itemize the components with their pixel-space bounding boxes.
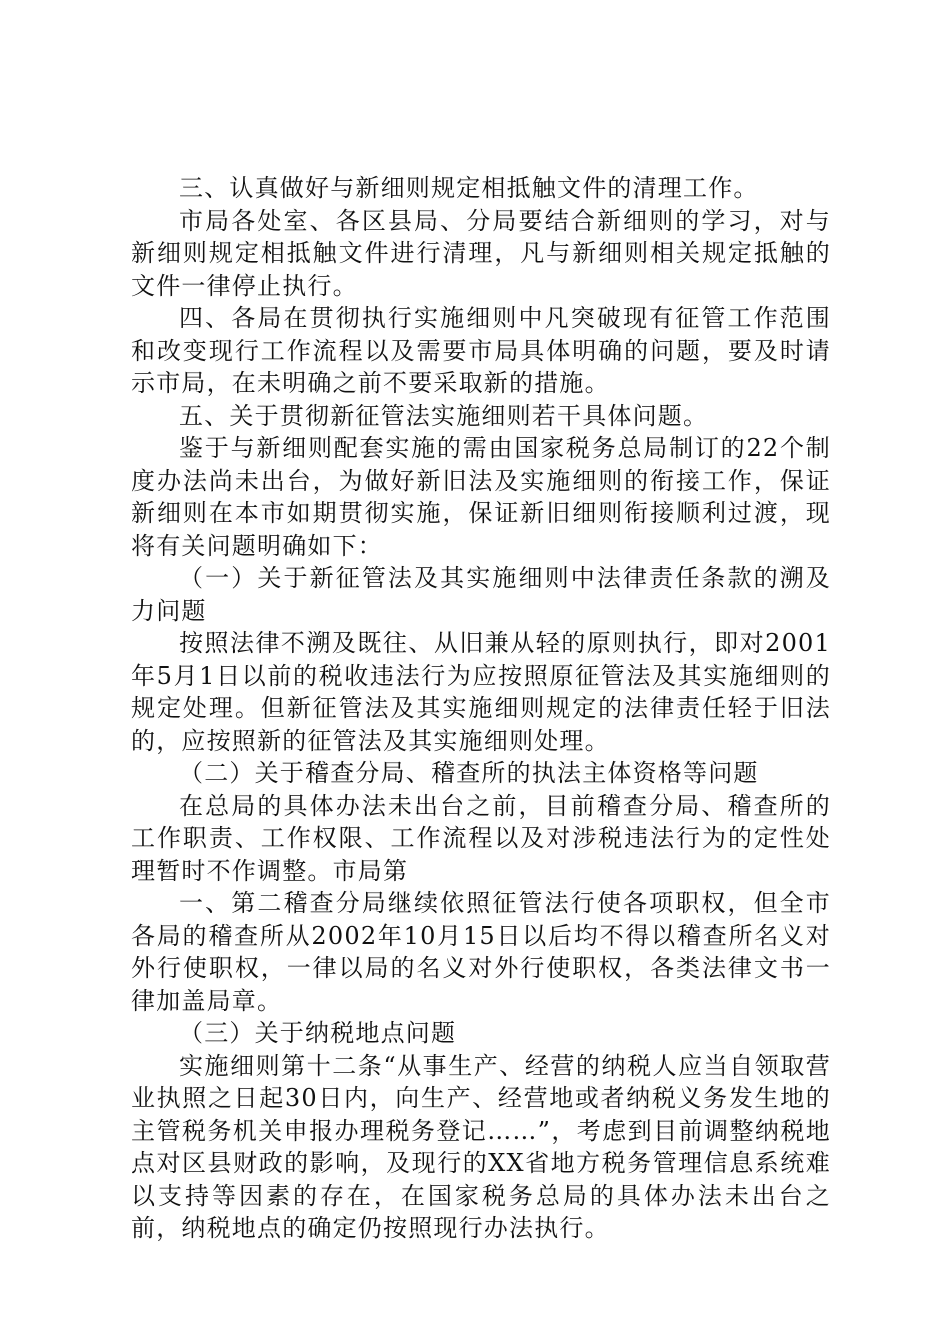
paragraph-subsection-three-heading: （三）关于纳税地点问题 xyxy=(179,1019,457,1047)
paragraph-subsection-two-heading: （二）关于稽查分局、稽查所的执法主体资格等问题 xyxy=(179,759,759,787)
paragraph-document-cleanup: 市局各处室、各区县局、分局要结合新细则的学习，对与新细则规定相抵触文件进行清理，凡与新细则相关规定抵触的文件一律停止执行。 xyxy=(131,206,831,300)
paragraph-inspection-duties: 在总局的具体办法未出台之前，目前稽查分局、稽查所的工作职责、工作权限、工作流程以及对涉税违法行为的定性处理暂时不作调整。市局第 xyxy=(131,791,831,885)
paragraph-section-five-heading: 五、关于贯彻新征管法实施细则若干具体问题。 xyxy=(179,401,709,430)
paragraph-inspection-authority: 一、第二稽查分局继续依照征管法行使各项职权，但全市各局的稽查所从2002年10月15日以后均不得以稽查所名义对外行使职权，一律以局的名义对外行使职权，各类法律文书一律加盖局章。 xyxy=(131,889,831,1015)
paragraph-subsection-one-heading: （一）关于新征管法及其实施细则中法律责任条款的溯及力问题 xyxy=(131,564,831,625)
paragraph-background: 鉴于与新细则配套实施的需由国家税务总局制订的22个制度办法尚未出台，为做好新旧法及实施细则的衔接工作，保证新细则在本市如期贯彻实施，保证新旧细则衔接顺利过渡，现将有关问题明确如下： xyxy=(131,434,831,560)
paragraph-section-three-heading: 三、认真做好与新细则规定相抵触文件的清理工作。 xyxy=(179,174,759,202)
paragraph-section-four: 四、各局在贯彻执行实施细则中凡突破现有征管工作范围和改变现行工作流程以及需要市局具体明确的问题，要及时请示市局，在未明确之前不要采取新的措施。 xyxy=(131,304,831,397)
paragraph-tax-location: 实施细则第十二条“从事生产、经营的纳税人应当自领取营业执照之日起30日内，向生产、经营地或者纳税义务发生地的主管税务机关申报办理税务登记……”，考虑到目前调整纳税地点对区县财政的影响，及现行的XX省地方税务管理信息系统难以支持等因素的存在，在国家税务总局的具体办法未出台之前，纳税地点的确定仍按照现行办法执行。 xyxy=(131,1051,831,1242)
paragraph-retroactivity-rule: 按照法律不溯及既往、从旧兼从轻的原则执行，即对2001年5月1日以前的税收违法行为应按照原征管法及其实施细则的规定处理。但新征管法及其实施细则规定的法律责任轻于旧法的，应按照新的征管法及其实施细则处理。 xyxy=(131,629,831,755)
document-body xyxy=(131,172,831,1245)
